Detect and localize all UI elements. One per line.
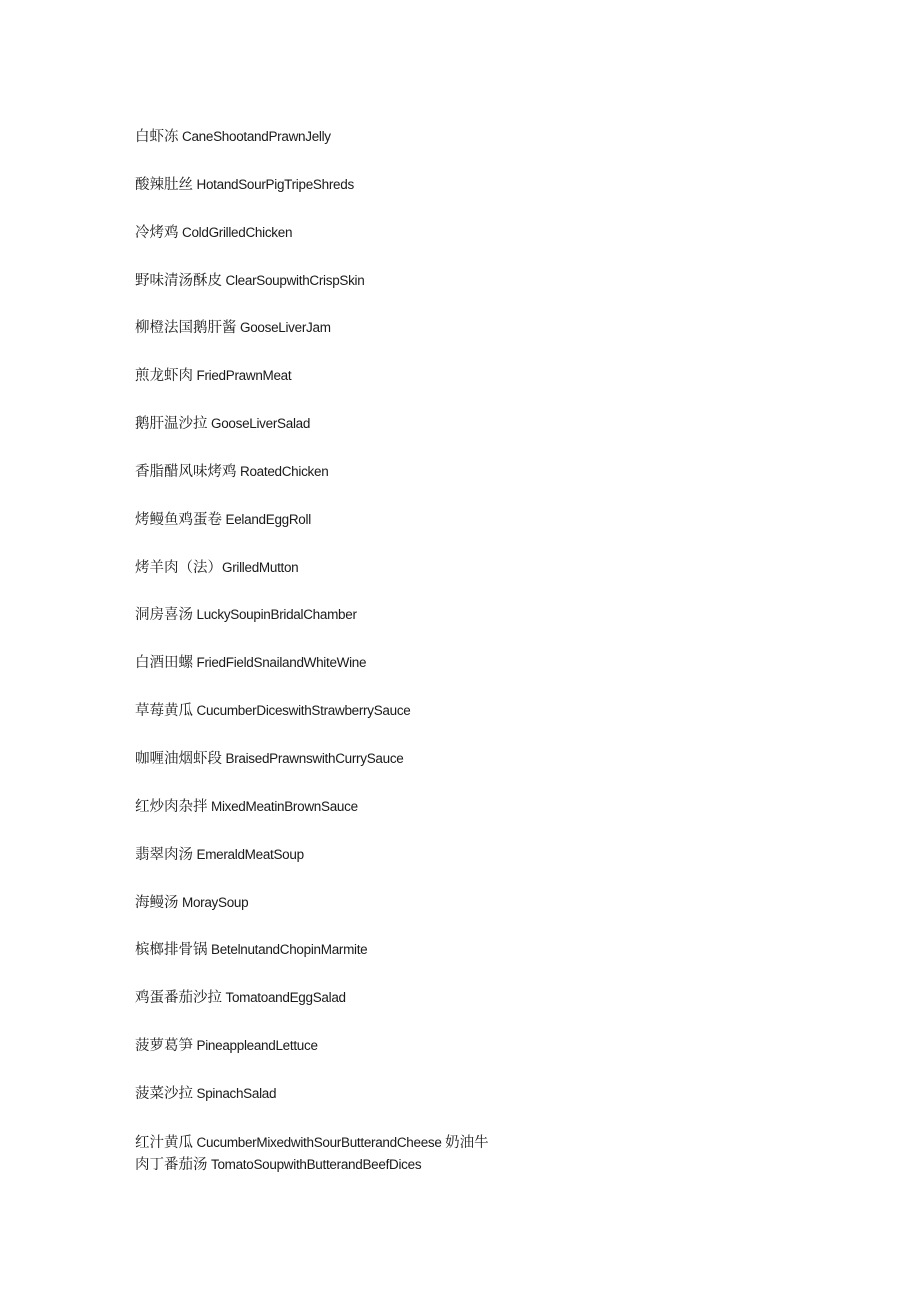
menu-item-chinese: 红炒肉杂拌 bbox=[135, 798, 208, 815]
menu-item-chinese: 香脂醋风味烤鸡 bbox=[135, 463, 237, 480]
menu-item-chinese: 煎龙虾肉 bbox=[135, 368, 193, 385]
menu-item-english: BetelnutandChopinMarmite bbox=[211, 942, 368, 958]
menu-item-chinese: 草莓黄瓜 bbox=[135, 703, 193, 720]
menu-item-chinese: 鸡蛋番茄沙拉 bbox=[135, 990, 222, 1007]
menu-item bbox=[135, 318, 555, 366]
menu-item-chinese: 野味清汤酥皮 bbox=[135, 272, 222, 289]
menu-item-english: FriedFieldSnailandWhiteWine bbox=[196, 655, 367, 671]
menu-item-english: MoraySoup bbox=[182, 894, 249, 910]
menu-item-english: CaneShootandPrawnJelly bbox=[182, 129, 331, 144]
menu-item-english: RoatedChicken bbox=[240, 463, 329, 479]
menu-item bbox=[135, 1036, 555, 1084]
menu-item-english: ClearSoupwithCrispSkin bbox=[225, 272, 365, 288]
menu-item-english: CucumberDiceswithStrawberrySauce bbox=[196, 703, 411, 719]
menu-item-english: GooseLiverJam bbox=[240, 320, 331, 336]
menu-item-english: EmeraldMeatSoup bbox=[196, 846, 304, 862]
menu-item bbox=[135, 797, 555, 845]
menu-item-english: EelandEggRoll bbox=[225, 511, 311, 527]
menu-item bbox=[135, 940, 555, 988]
menu-item-english: ColdGrilledChicken bbox=[182, 224, 293, 240]
menu-item bbox=[135, 653, 555, 701]
menu-item-chinese: 柳橙法国鹅肝酱 bbox=[135, 320, 237, 337]
menu-item-chinese: 烤鳗鱼鸡蛋卷 bbox=[135, 511, 222, 528]
menu-item-chinese: 冷烤鸡 bbox=[135, 224, 179, 241]
menu-item bbox=[135, 510, 555, 558]
menu-item bbox=[135, 605, 555, 653]
menu-item-chinese: 鹅肝温沙拉 bbox=[135, 416, 208, 433]
menu-item-english: MixedMeatinBrownSauce bbox=[211, 798, 358, 814]
menu-item bbox=[135, 462, 555, 510]
menu-item-english: HotandSourPigTripeShreds bbox=[196, 176, 354, 192]
menu-item-chinese: 肉丁番茄汤 bbox=[135, 1156, 208, 1173]
menu-item-chinese: 酸辣肚丝 bbox=[135, 176, 193, 193]
menu-item-english: LuckySoupinBridalChamber bbox=[196, 607, 357, 623]
menu-item-chinese: 奶油牛 bbox=[445, 1134, 489, 1151]
menu-item-chinese: 菠萝葛笋 bbox=[135, 1038, 193, 1055]
menu-item-english: SpinachSalad bbox=[196, 1085, 277, 1101]
menu-item-chinese: 红汁黄瓜 bbox=[135, 1134, 193, 1151]
menu-item-chinese: 翡翠肉汤 bbox=[135, 846, 193, 863]
menu-item bbox=[135, 1084, 555, 1132]
menu-item-english: TomatoSoupwithButterandBeefDices bbox=[211, 1156, 422, 1172]
menu-item-chinese: 白酒田螺 bbox=[135, 655, 193, 672]
menu-item-chinese: 槟榔排骨锅 bbox=[135, 942, 208, 959]
menu-list bbox=[135, 127, 555, 1176]
menu-item-multiline bbox=[135, 1132, 555, 1176]
menu-item-chinese: 烤羊肉（法） bbox=[135, 559, 222, 576]
menu-item bbox=[135, 845, 555, 893]
menu-item bbox=[135, 366, 555, 414]
menu-item bbox=[135, 893, 555, 941]
menu-item-chinese: 白虾冻 bbox=[135, 129, 179, 145]
menu-item-english: CucumberMixedwithSourButterandCheese bbox=[196, 1134, 442, 1150]
menu-item bbox=[135, 223, 555, 271]
menu-item-chinese: 海鳗汤 bbox=[135, 894, 179, 911]
menu-item bbox=[135, 988, 555, 1036]
menu-item bbox=[135, 749, 555, 797]
menu-item-english: BraisedPrawnswithCurrySauce bbox=[225, 750, 404, 766]
menu-item-english: GrilledMutton bbox=[222, 559, 299, 575]
menu-item bbox=[135, 414, 555, 462]
menu-item bbox=[135, 175, 555, 223]
menu-item-chinese: 咖喱油烟虾段 bbox=[135, 750, 222, 767]
menu-item-english: PineappleandLettuce bbox=[196, 1038, 318, 1054]
menu-item bbox=[135, 127, 555, 175]
menu-item-chinese: 菠菜沙拉 bbox=[135, 1085, 193, 1102]
menu-item-english: TomatoandEggSalad bbox=[225, 990, 346, 1006]
menu-item bbox=[135, 271, 555, 319]
menu-item-chinese: 洞房喜汤 bbox=[135, 607, 193, 624]
menu-item-english: FriedPrawnMeat bbox=[196, 368, 292, 384]
menu-item bbox=[135, 701, 555, 749]
menu-item bbox=[135, 558, 555, 606]
menu-item-english: GooseLiverSalad bbox=[211, 416, 311, 432]
